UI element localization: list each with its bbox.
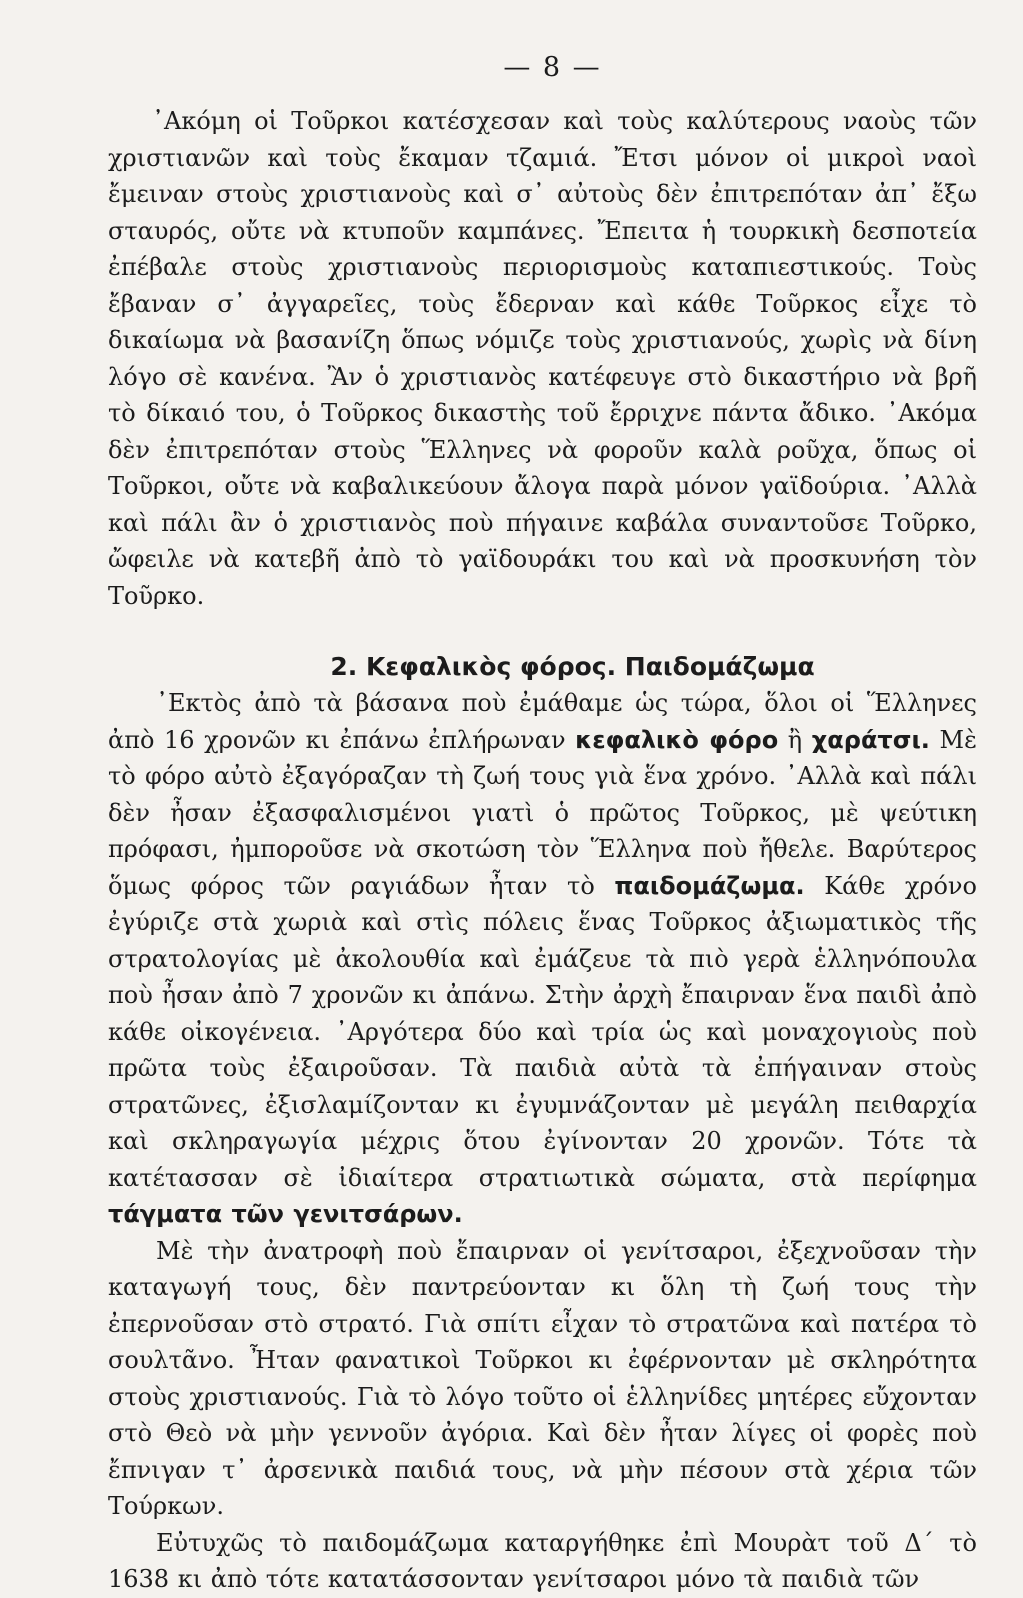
text-run: ᾿Εκτὸς ἀπὸ τὰ βάσανα ποὺ ἐμάθαμε ὡς τώρα, ὅλοι οἱ Ἕλληνες ἀπὸ 16 χρονῶν κι ἐπάνω ἐπλήρωναν (108, 689, 977, 754)
text-run: ἢ (787, 725, 803, 754)
term-head-tax: κεφαλικὸ φόρο (575, 725, 779, 754)
page-number: — 8 — (503, 52, 602, 83)
section-heading: 2. Κεφαλικὸς φόρος. Παιδομάζωμα (330, 652, 815, 681)
paragraph-janissaries: Μὲ τὴν ἀνατροφὴ ποὺ ἔπαιρναν οἱ γενίτσαροι, ἐξεχνοῦσαν τὴν καταγωγή τους, δὲν παντρεύονταν κι ὅλη τὴ ζωή τους τὴν ἐπερνοῦσαν στὸ στρατό. Γιὰ σπίτι εἶχαν τὸ στρατῶνα καὶ πατέρα τὸ σουλτᾶνο. Ἦταν φανατικοὶ Τοῦρκοι κι ἐφέρνονταν μὲ σκληρότητα στοὺς χριστιανούς. Γιὰ τὸ λόγο τοῦτο οἱ ἑλληνίδες μητέρες εὔχονταν στὸ Θεὸ νὰ μὴν γεννοῦν ἀγόρια. Καὶ δὲν ἦταν λίγες οἱ φορὲς ποὺ ἔπνιγαν τ᾿ ἀρσενικὰ παιδιά τους, νὰ μὴν πέσουν στὰ χέρια τῶν Τούρκων. (108, 1236, 977, 1520)
term-janissary-battalions: τάγματα τῶν γενιτσάρων. (108, 1200, 463, 1228)
term-haratsi: χαράτσι. (811, 725, 930, 754)
paragraph-head-tax (108, 685, 977, 1233)
term-paidomazoma: παιδομάζωμα. (614, 871, 805, 900)
paragraph-abolition: Εὐτυχῶς τὸ παιδομάζωμα καταργήθηκε ἐπὶ Μουρὰτ τοῦ Δ΄ τὸ 1638 κι ἀπὸ τότε κατατάσσονταν γενίτσαροι μόνο τὰ παιδιὰ τῶν (108, 1528, 977, 1593)
paragraph-turkish-oppression: ᾿Ακόμη οἱ Τοῦρκοι κατέσχεσαν καὶ τοὺς καλύτερους ναοὺς τῶν χριστιανῶν καὶ τοὺς ἔκαμαν τζαμιά. Ἔτσι μόνον οἱ μικροὶ ναοὶ ἔμειναν στοὺς χριστιανοὺς καὶ σ᾿ αὐτοὺς δὲν ἐπιτρεπόταν ἀπ᾿ ἔξω σταυρός, οὔτε νὰ κτυποῦν καμπάνες. Ἔπειτα ἡ τουρκικὴ δεσποτεία ἐπέβαλε στοὺς χριστιανοὺς περιορισμοὺς καταπιεστικούς. Τοὺς ἔβαναν σ᾿ ἀγγαρεῖες, τοὺς ἔδερναν καὶ κάθε Τοῦρκος εἶχε τὸ δικαίωμα νὰ βασανίζη ὅπως νόμιζε τοὺς χριστιανούς, χωρὶς νὰ δίνη λόγο σὲ κανένα. Ἂν ὁ χριστιανὸς κατέφευγε στὸ δικαστήριο νὰ βρῆ τὸ δίκαιό του, ὁ Τοῦρκος δικαστὴς τοῦ ἔρριχνε πάντα ἄδικο. ᾿Ακόμα δὲν ἐπιτρεπόταν στοὺς Ἕλληνες νὰ φοροῦν καλὰ ροῦχα, ὅπως οἱ Τοῦρκοι, οὔτε νὰ καβαλικεύουν ἄλογα παρὰ μόνον γαϊδούρια. ᾿Αλλὰ καὶ πάλι ἂν ὁ χριστιανὸς ποὺ πήγαινε καβάλα συναντοῦσε Τοῦρκο, ὤφειλε νὰ κατεβῆ ἀπὸ τὸ γαϊδουράκι του καὶ νὰ προσκυνήση τὸν Τοῦρκο. (108, 107, 977, 610)
text-run: Μὲ τὸ φόρο αὐτὸ ἐξαγόραζαν τὴ ζωή τους γιὰ ἕνα χρόνο. ᾿Αλλὰ καὶ πάλι δὲν ἦσαν ἐξασφαλισμένοι γιατὶ ὁ πρῶτος Τοῦρκος, μὲ ψεύτικη πρόφασι, ἠμποροῦσε νὰ σκοτώση τὸν Ἕλληνα ποὺ ἤθελε. Βαρύτερος ὅμως φόρος τῶν ραγιάδων ἦταν τὸ (108, 725, 977, 900)
text-run: Κάθε χρόνο ἐγύριζε στὰ χωριὰ καὶ στὶς πόλεις ἕνας Τοῦρκος ἀξιωματικὸς τῆς στρατολογίας μὲ ἀκολουθία καὶ ἐμάζευε τὰ πιὸ γερὰ ἑλληνόπουλα ποὺ ἦσαν ἀπὸ 7 χρονῶν κι ἀπάνω. Στὴν ἀρχὴ ἔπαιρναν ἕνα παιδὶ ἀπὸ κάθε οἰκογένεια. ᾿Αργότερα δύο καὶ τρία ὡς καὶ μοναχογιοὺς ποὺ πρῶτα τοὺς ἐξαιροῦσαν. Τὰ παιδιὰ αὐτὰ τὰ ἐπήγαιναν στοὺς στρατῶνες, ἐξισλαμίζονταν κι ἐγυμνάζονταν μὲ μεγάλη πειθαρχία καὶ σκληραγωγία μέχρις ὅτου ἐγίνονταν 20 χρονῶν. Τότε τὰ κατέτασσαν σὲ ἰδιαίτερα στρατιωτικὰ σώματα, στὰ περίφημα (108, 871, 977, 1192)
